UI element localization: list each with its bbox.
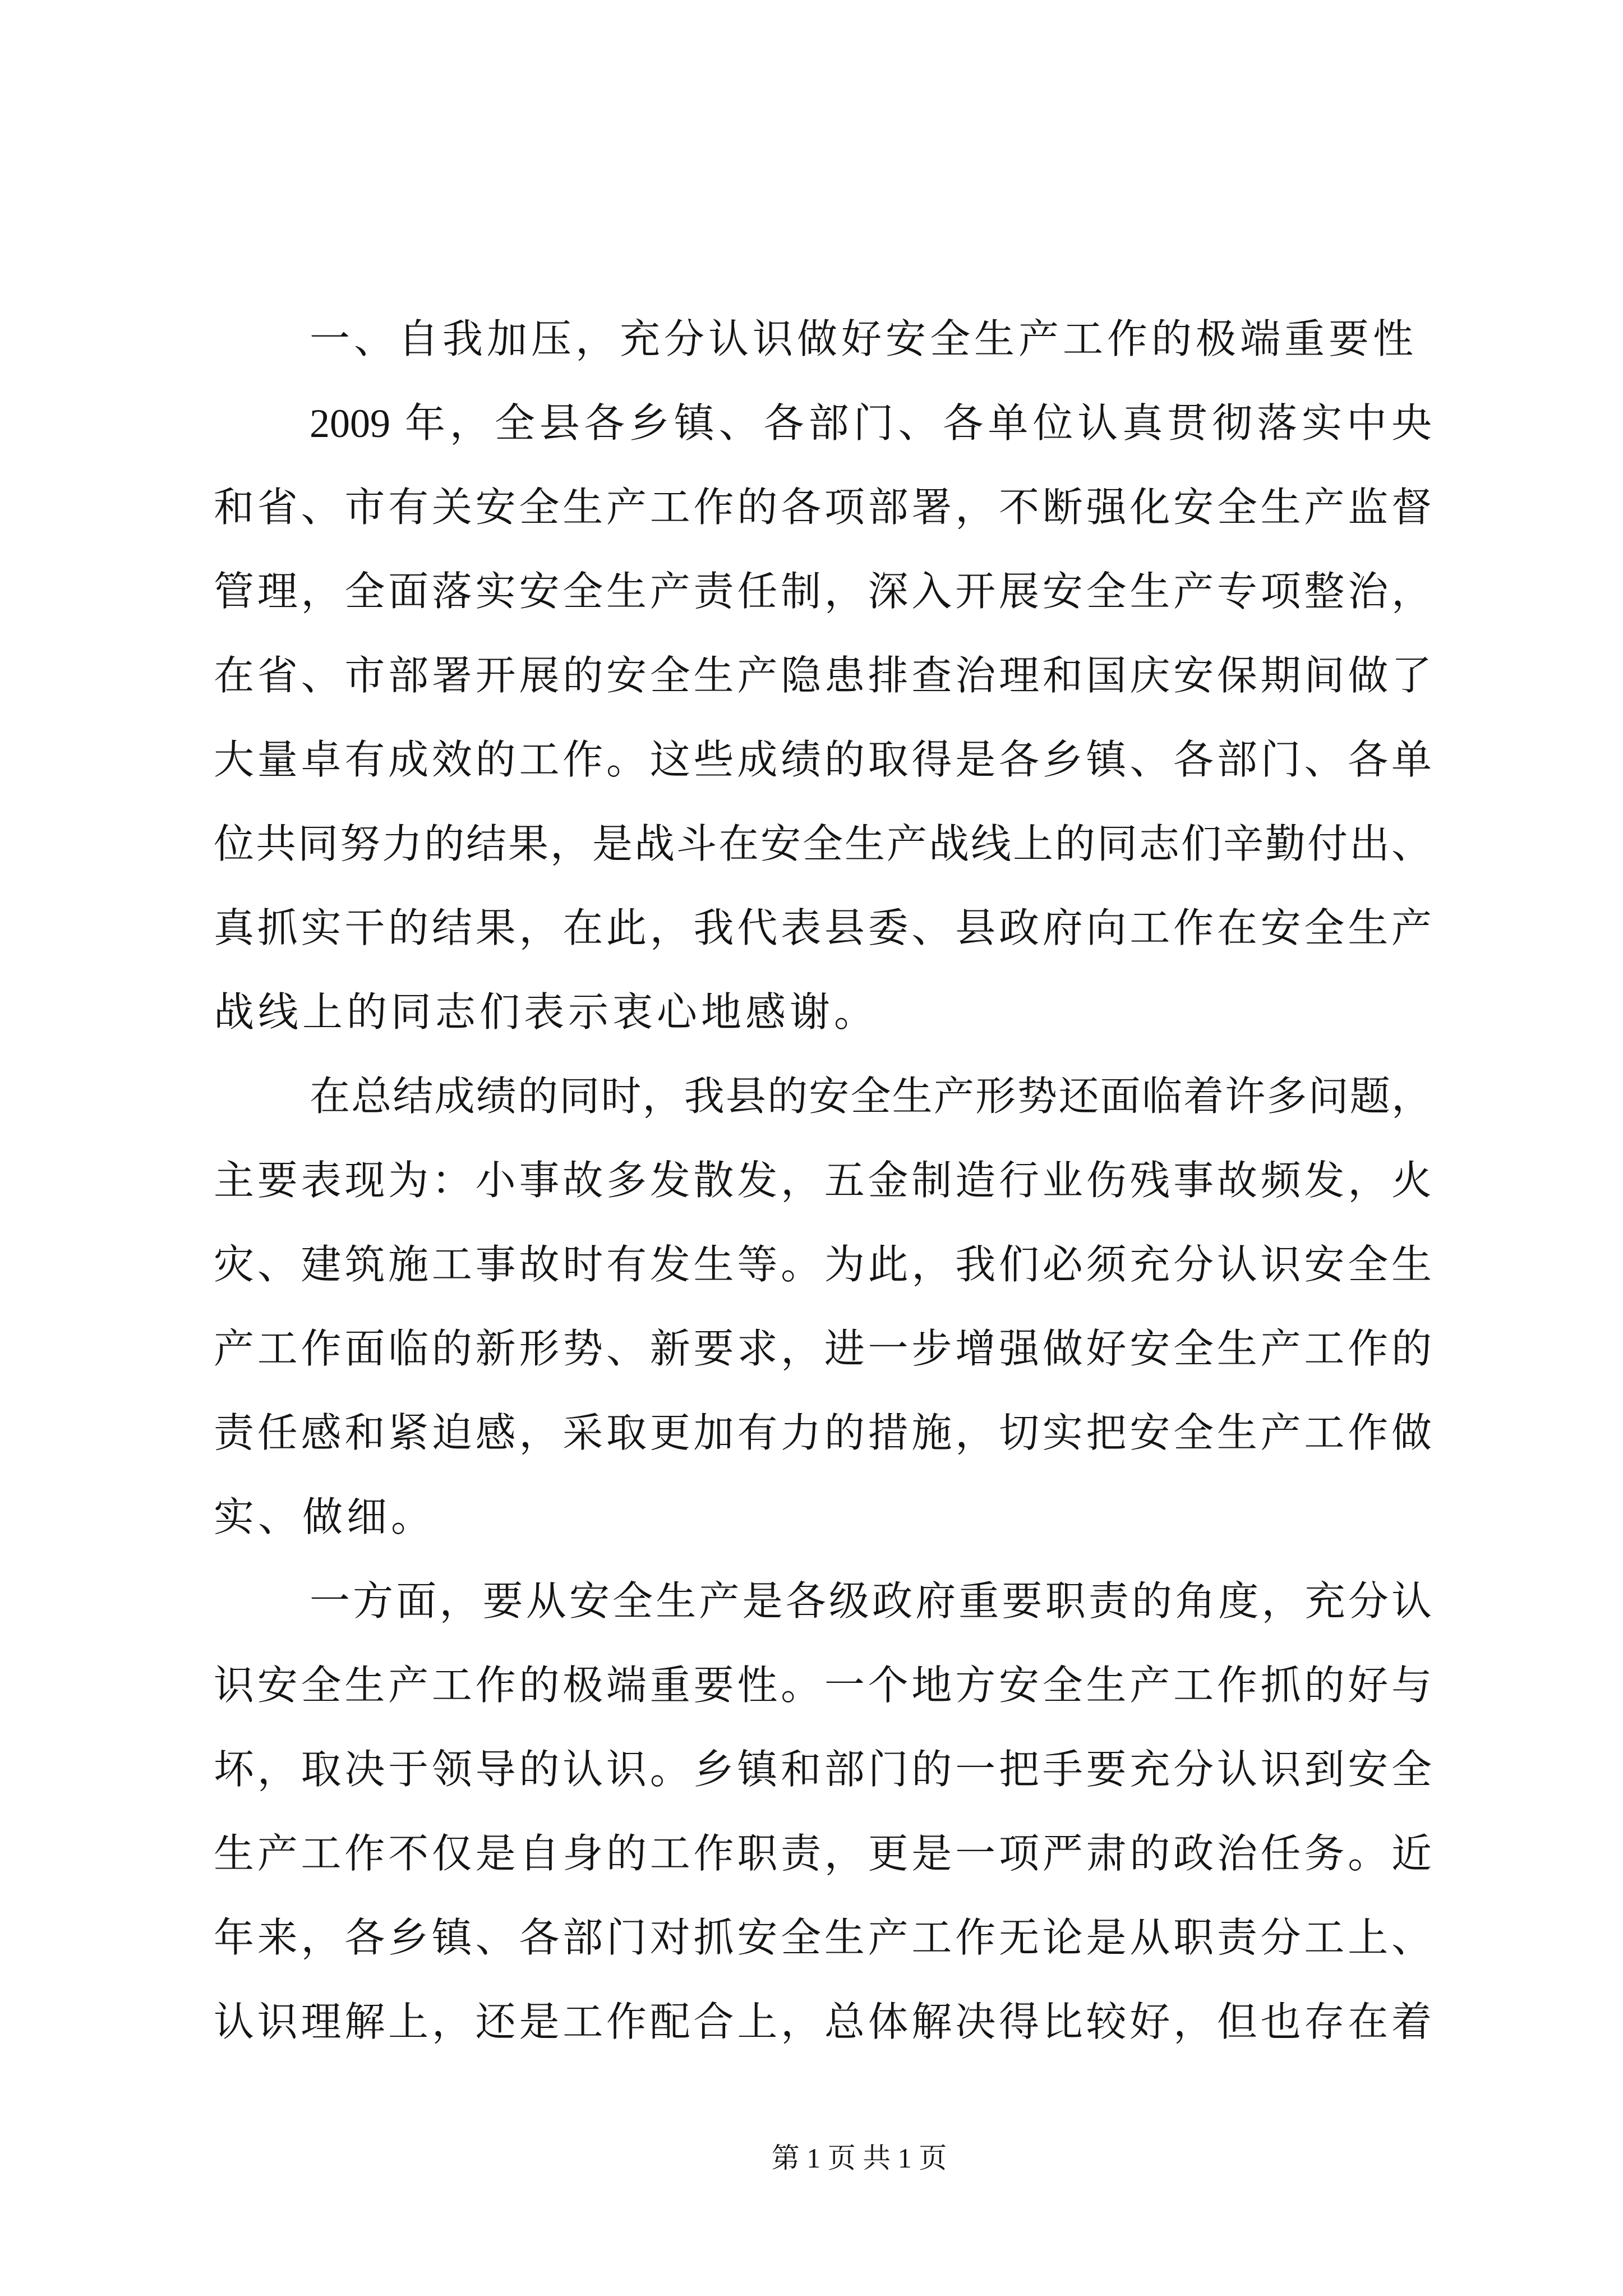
text-line: 管理，全面落实安全生产责任制，深入开展安全生产专项整治， [214,569,1432,614]
section-heading-paragraph [214,297,1432,381]
text-line: 认识理解上，还是工作配合上，总体解决得比较好，但也存在着 [214,2000,1432,2045]
paragraph-responsibility [214,1559,1432,2064]
paragraph-problems [214,1055,1432,1559]
text-line: 责任感和紧迫感，采取更加有力的措施，切实把安全生产工作做 [214,1411,1432,1456]
text-line: 大量卓有成效的工作。这些成绩的取得是各乡镇、各部门、各单 [214,738,1432,783]
text-line: 实、做细。 [214,1495,436,1540]
text-line: 位共同努力的结果，是战斗在安全生产战线上的同志们辛勤付出、 [214,822,1432,867]
text-line: 2009 年，全县各乡镇、各部门、各单位认真贯彻落实中央 [310,401,1432,446]
text-line: 和省、市有关安全生产工作的各项部署，不断强化安全生产监督 [214,485,1432,530]
text-line: 真抓实干的结果，在此，我代表县委、县政府向工作在安全生产 [214,906,1432,951]
text-line: 年来，各乡镇、各部门对抓安全生产工作无论是从职责分工上、 [214,1916,1432,1961]
text-line: 生产工作不仅是自身的工作职责，更是一项严肃的政治任务。近 [214,1832,1432,1876]
text-line: 灾、建筑施工事故时有发生等。为此，我们必须充分认识安全生 [214,1243,1432,1287]
section-heading: 一、自我加压，充分认识做好安全生产工作的极端重要性 [310,317,1418,362]
text-line: 产工作面临的新形势、新要求，进一步增强做好安全生产工作的 [214,1327,1432,1372]
text-line: 在省、市部署开展的安全生产隐患排查治理和国庆安保期间做了 [214,654,1432,698]
paragraph-achievements [214,381,1432,1055]
text-line: 坏，取决于领导的认识。乡镇和部门的一把手要充分认识到安全 [214,1747,1432,1792]
text-line: 在总结成绩的同时，我县的安全生产形势还面临着许多问题， [310,1074,1432,1119]
document-body [214,297,1432,2064]
page-footer: 第 1 页 共 1 页 [771,2142,947,2174]
text-line: 主要表现为：小事故多发散发，五金制造行业伤残事故频发，火 [214,1158,1432,1203]
text-line: 战线上的同志们表示衷心地感谢。 [214,990,879,1035]
text-line: 识安全生产工作的极端重要性。一个地方安全生产工作抓的好与 [214,1663,1432,1708]
text-line: 一方面，要从安全生产是各级政府重要职责的角度，充分认 [310,1579,1432,1624]
